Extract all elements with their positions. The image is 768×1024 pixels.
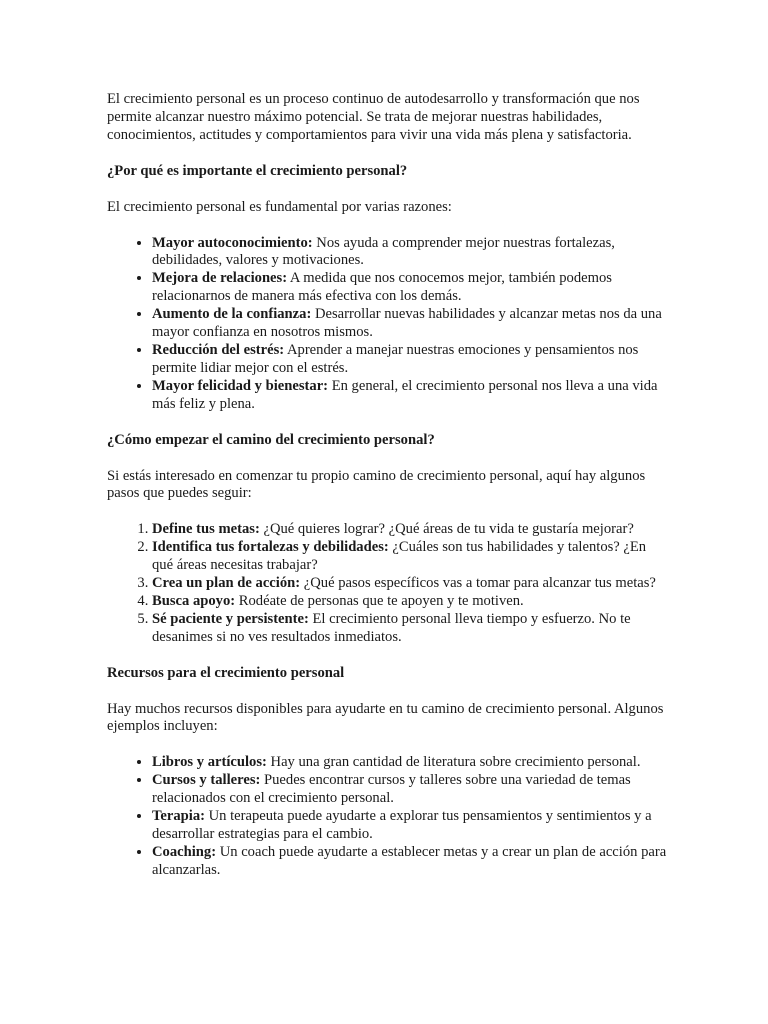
- intro-paragraph: El crecimiento personal es un proceso continuo de autodesarrollo y transformación que nos permite alcanzar nuestro máximo potencial. Se trata de mejorar nuestras habilidades, conocimientos, actitudes y comportamientos para vivir una vida más plena y satisfactoria.: [107, 91, 640, 143]
- list-item-term: Mayor felicidad y bienestar:: [152, 377, 329, 394]
- list-item: [152, 235, 667, 271]
- list-item-text: A medida que nos conocemos mejor, también podemos relacionarnos de manera más efectiva con los demás.: [152, 270, 612, 305]
- section-lead-importance: El crecimiento personal es fundamental por varias razones:: [107, 198, 452, 215]
- list-item-text: ¿Qué pasos específicos vas a tomar para alcanzar tus metas?: [300, 575, 656, 592]
- reasons-list: [107, 235, 667, 414]
- list-item-term: Terapia:: [152, 808, 205, 825]
- list-item-text: ¿Cuáles son tus habilidades y talentos? ¿En qué áreas necesitas trabajar?: [152, 539, 647, 574]
- list-item-term: Aumento de la confianza:: [152, 306, 312, 323]
- list-item-text: En general, el crecimiento personal nos lleva a una vida más feliz y plena.: [152, 377, 658, 412]
- list-item-text: El crecimiento personal lleva tiempo y esfuerzo. No te desanimes si no ves resultados inmediatos.: [152, 610, 631, 645]
- list-item: [152, 539, 667, 575]
- list-item-term: Mayor autoconocimiento:: [152, 234, 313, 251]
- list-item-text: Aprender a manejar nuestras emociones y pensamientos nos permite lidiar mejor con el estrés.: [152, 341, 639, 376]
- list-item-text: Hay una gran cantidad de literatura sobre crecimiento personal.: [266, 754, 641, 771]
- list-item-term: Reducción del estrés:: [152, 341, 285, 358]
- list-item: [152, 575, 667, 593]
- list-item-term: Sé paciente y persistente:: [152, 610, 309, 627]
- list-item-text: Un coach puede ayudarte a establecer metas y a crear un plan de acción para alcanzarlas.: [152, 843, 667, 878]
- resources-list: [107, 754, 667, 879]
- list-item: [152, 306, 667, 342]
- section-lead-resources: Hay muchos recursos disponibles para ayudarte en tu camino de crecimiento personal. Algunos ejemplos incluyen:: [107, 700, 664, 735]
- list-item-text: Puedes encontrar cursos y talleres sobre una variedad de temas relacionados con el crecimiento personal.: [152, 772, 631, 807]
- list-item: [152, 378, 667, 414]
- section-heading-start: ¿Cómo empezar el camino del crecimiento personal?: [107, 431, 435, 448]
- list-item-term: Define tus metas:: [152, 521, 260, 538]
- list-item: [152, 593, 667, 611]
- steps-list: [107, 521, 667, 646]
- list-item: [152, 611, 667, 647]
- list-item-term: Crea un plan de acción:: [152, 575, 301, 592]
- list-item-term: Identifica tus fortalezas y debilidades:: [152, 539, 389, 556]
- list-item: [152, 844, 667, 880]
- section-heading-resources: Recursos para el crecimiento personal: [107, 664, 345, 681]
- list-item-term: Cursos y talleres:: [152, 772, 261, 789]
- list-item-term: Coaching:: [152, 843, 217, 860]
- document-page: [107, 91, 667, 898]
- list-item-text: Nos ayuda a comprender mejor nuestras fortalezas, debilidades, valores y motivaciones.: [152, 234, 615, 269]
- section-lead-start: Si estás interesado en comenzar tu propio camino de crecimiento personal, aquí hay algunos pasos que puedes seguir:: [107, 467, 646, 502]
- list-item-text: Un terapeuta puede ayudarte a explorar tus pensamientos y sentimientos y a desarrollar estrategias para el cambio.: [152, 808, 652, 842]
- list-item-term: Mejora de relaciones:: [152, 270, 288, 287]
- list-item-term: Libros y artículos:: [152, 754, 267, 771]
- list-item: [152, 772, 667, 808]
- list-item-text: Desarrollar nuevas habilidades y alcanzar metas nos da una mayor confianza en nosotros mismos.: [152, 306, 662, 341]
- list-item-term: Busca apoyo:: [152, 592, 236, 609]
- section-heading-importance: ¿Por qué es importante el crecimiento personal?: [107, 162, 408, 179]
- list-item-text: Rodéate de personas que te apoyen y te motiven.: [235, 592, 524, 609]
- list-item: [152, 521, 667, 539]
- list-item: [152, 342, 667, 378]
- list-item-text: ¿Qué quieres lograr? ¿Qué áreas de tu vida te gustaría mejorar?: [259, 521, 634, 538]
- list-item: [152, 270, 667, 306]
- list-item: [152, 808, 667, 844]
- list-item: [152, 754, 667, 772]
